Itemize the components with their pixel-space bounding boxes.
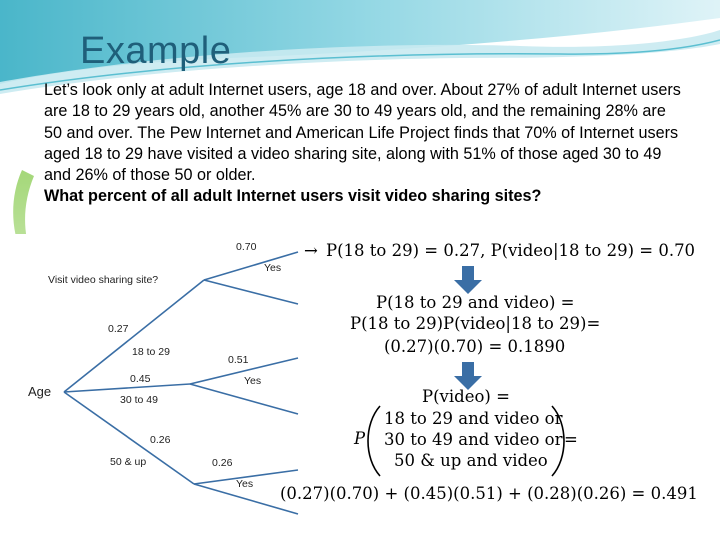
line1-given: P(18 to 29) = 0.27, P(video|18 to 29) = 0.70 [326,241,696,260]
slide-title: Example [80,30,232,72]
branch-prob-3: 0.26 [150,434,171,446]
yes-prob-3: 0.26 [212,457,233,469]
yes-prob-2: 0.51 [228,354,249,366]
line3-row1: 18 to 29 and video or [384,409,563,428]
line4-total: (0.27)(0.70) + (0.45)(0.51) + (0.28)(0.26) = 0.491 [280,484,698,503]
line2-product-rule: P(18 to 29)P(video|18 to 29)= [350,314,601,333]
line3-equals: = [564,430,578,449]
down-arrow-1 [454,266,482,294]
branch-prob-1: 0.27 [108,323,129,335]
problem-text [44,80,684,208]
line1-arrow: → [304,241,318,260]
tree-top-label: Visit video sharing site? [48,274,159,286]
yes-prob-1: 0.70 [236,241,257,253]
line3-P: P [354,429,366,448]
left-paren [368,406,380,476]
line3-row2: 30 to 49 and video or [384,430,563,449]
problem-paragraph: Let’s look only at adult Internet users, age 18 and over. About 27% of adult Internet users are 18 to 29 years old, another 45% are 30 to 49 years old, and the remaining 28% are 50 and over. The Pew Internet and American Life Project finds that 70% of Internet users aged 18 to 29 have visited a video sharing site, along with 51% of those aged 30 to 49 and 26% of those 50 or older. [44,81,681,185]
yes-label-1: Yes [264,262,282,274]
tree-root-label: Age [28,384,52,399]
branch-group-2: 30 to 49 [120,394,158,406]
branch-group-1: 18 to 29 [132,346,170,358]
line3-row3: 50 & up and video [394,451,548,470]
branch-prob-2: 0.45 [130,373,151,385]
down-arrow-2 [454,362,482,390]
problem-question: What percent of all adult Internet users visit video sharing sites? [44,187,542,206]
yes-label-2: Yes [244,375,262,387]
yes-label-3: Yes [236,478,254,490]
line2-joint-label: P(18 to 29 and video) = [376,293,575,312]
branch-group-3: 50 & up [110,456,147,468]
line3-label: P(video) = [422,387,510,406]
math-derivation [276,234,716,524]
line2-result: (0.27)(0.70) = 0.1890 [384,337,566,356]
tree-diagram [14,234,304,524]
